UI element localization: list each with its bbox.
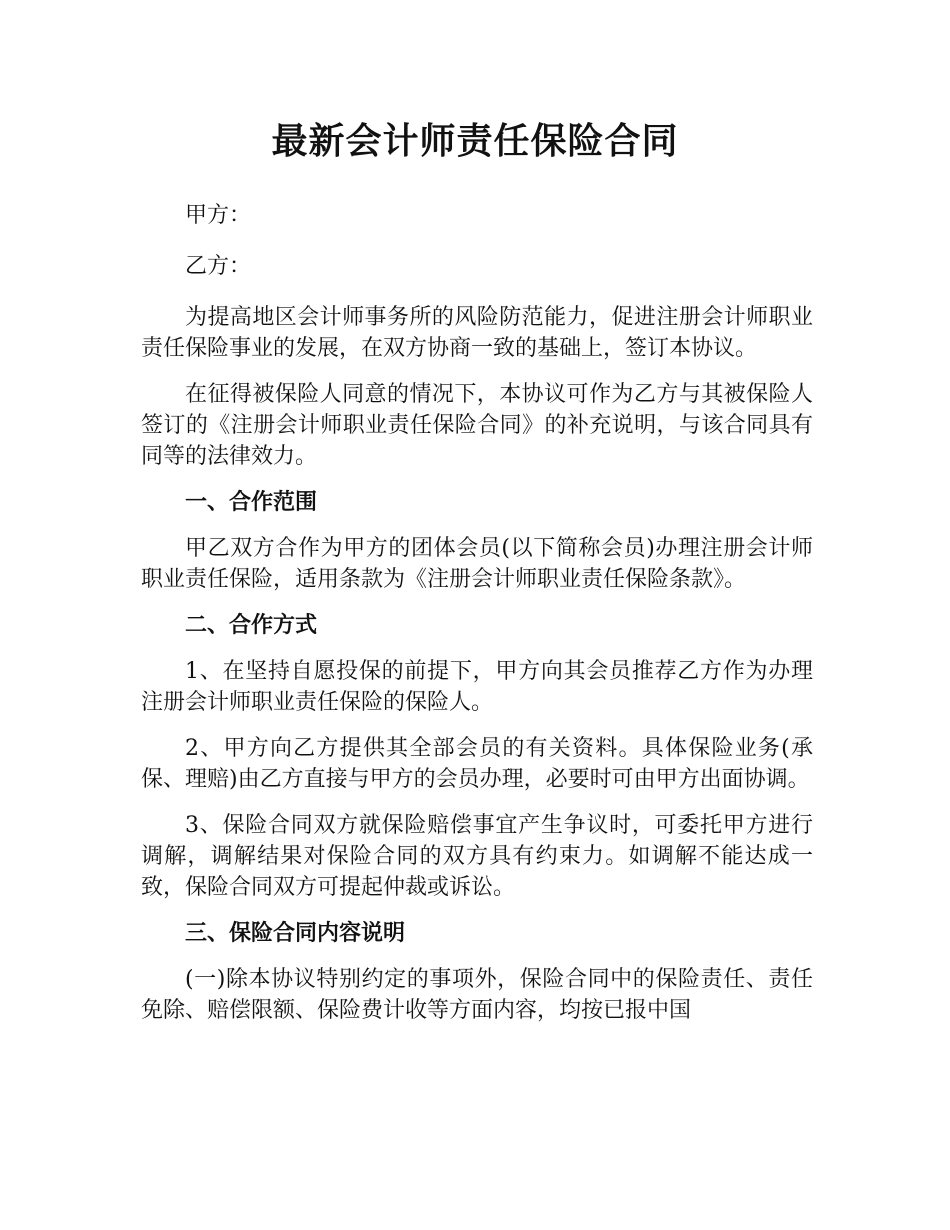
section-3-paragraph-1: (一)除本协议特别约定的事项外，保险合同中的保险责任、责任免除、赔偿限额、保险费计收等方面内容，均按已报中国 [141,967,813,1023]
section-heading-contract-content: 三、保险合同内容说明 [185,921,406,946]
section-1-paragraph-1: 甲乙双方合作为甲方的团体会员(以下简称会员)办理注册会计师职业责任保险，适用条款为《注册会计师职业责任保险条款》。 [141,536,813,592]
party-a-label: 甲方： [185,203,252,228]
section-2-paragraph-2: 2、甲方向乙方提供其全部会员的有关资料。具体保险业务(承保、理赔)由乙方直接与甲方的会员办理，必要时可由甲方出面协调。 [141,736,813,792]
document-body [141,200,813,1041]
party-b-label: 乙方： [185,254,252,279]
section-2-paragraph-3: 3、保险合同双方就保险赔偿事宜产生争议时，可委托甲方进行调解，调解结果对保险合同的双方具有约束力。如调解不能达成一致，保险合同双方可提起仲裁或诉讼。 [141,813,813,900]
intro-paragraph-1: 为提高地区会计师事务所的风险防范能力，促进注册会计师职业责任保险事业的发展，在双方协商一致的基础上，签订本协议。 [141,305,813,361]
section-heading-cooperation-method: 二、合作方式 [185,613,318,638]
section-2-paragraph-1: 1、在坚持自愿投保的前提下，甲方向其会员推荐乙方作为办理注册会计师职业责任保险的保险人。 [141,659,813,715]
document-title: 最新会计师责任保险合同 [271,121,679,162]
section-heading-cooperation-scope: 一、合作范围 [185,490,318,515]
intro-paragraph-2: 在征得被保险人同意的情况下，本协议可作为乙方与其被保险人签订的《注册会计师职业责任保险合同》的补充说明，与该合同具有同等的法律效力。 [141,382,813,469]
